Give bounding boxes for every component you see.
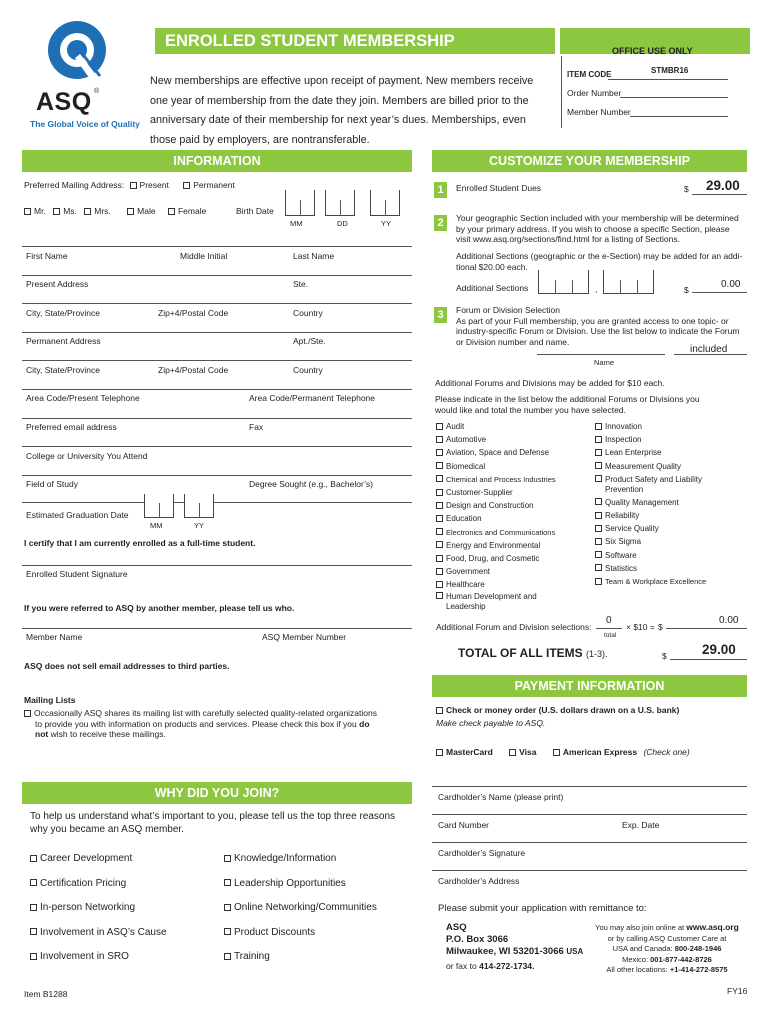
birth-mm-label: MM bbox=[290, 219, 303, 228]
forum-option[interactable]: Statistics bbox=[595, 562, 706, 575]
why-option[interactable]: Online Networking/Communities bbox=[224, 896, 377, 921]
forum-option[interactable]: Healthcare bbox=[436, 578, 556, 591]
zip2-label: Zip+4/Postal Code bbox=[158, 365, 229, 375]
sections-comma: , bbox=[595, 284, 598, 294]
fax-label: Fax bbox=[249, 422, 264, 432]
why-left-list bbox=[30, 847, 167, 970]
asq-wordmark: ASQ bbox=[36, 88, 92, 116]
mailing-lists-text: Occasionally ASQ shares its mailing list with carefully selected quality-related organizations to provide you with information on products and services. Please check this box if you do not wish to receive these mailings. bbox=[24, 708, 419, 740]
information-header: INFORMATION bbox=[22, 150, 412, 172]
fiscal-year: FY16 bbox=[727, 986, 748, 996]
remit-text: Please submit your application with remittance to: bbox=[438, 903, 647, 914]
forum-name-label: Name bbox=[594, 358, 615, 367]
birth-date-label: Birth Date bbox=[236, 206, 274, 216]
sections-amount: 0.00 bbox=[721, 279, 741, 290]
item-code-label: ITEM CODE bbox=[567, 70, 612, 79]
mailing-optout-checkbox[interactable] bbox=[24, 710, 31, 717]
indicate-text: Please indicate in the list below the additional Forums or Divisions you would like and total the number you have selected. bbox=[435, 394, 700, 415]
forum-option[interactable]: Innovation bbox=[595, 420, 706, 433]
dues-amount: 29.00 bbox=[706, 178, 740, 193]
forum-option[interactable]: Inspection bbox=[595, 433, 706, 446]
last-name-label: Last Name bbox=[293, 251, 335, 261]
why-option[interactable]: Product Discounts bbox=[224, 921, 377, 946]
payable-note: Make check payable to ASQ. bbox=[436, 718, 546, 728]
zip-label: Zip+4/Postal Code bbox=[158, 308, 229, 318]
add-forums-note: Additional Forums and Divisions may be added for $10 each. bbox=[435, 378, 665, 388]
birth-yy-label: YY bbox=[381, 219, 392, 228]
forum-option[interactable]: Automotive bbox=[436, 433, 556, 446]
permanent-checkbox[interactable] bbox=[183, 182, 190, 189]
total-amount: 29.00 bbox=[702, 642, 736, 657]
tagline: The Global Voice of Quality bbox=[30, 119, 140, 129]
intro-text: New memberships are effective upon receipt of payment. New members receive one year of membership from the date they join. Members are billed prior to the anniversary date of their membership for next year’s dues. Memberships, even those paid by employers, are nontransferable. bbox=[150, 75, 534, 146]
why-option[interactable]: Certification Pricing bbox=[30, 872, 167, 897]
selections-total-word: total bbox=[604, 632, 617, 639]
check-option[interactable]: Check or money order (U.S. dollars drawn on a U.S. bank) bbox=[436, 705, 679, 715]
present-phone-label: Area Code/Present Telephone bbox=[26, 393, 140, 403]
selections-currency: $ bbox=[658, 622, 663, 632]
forum-option[interactable]: Team & Workplace Excellence bbox=[595, 575, 706, 588]
mr-checkbox[interactable] bbox=[24, 208, 31, 215]
why-option[interactable]: Training bbox=[224, 945, 377, 970]
exp-date-label: Exp. Date bbox=[622, 820, 660, 830]
dues-currency: $ bbox=[684, 184, 689, 194]
grad-yy-label: YY bbox=[194, 521, 205, 530]
why-right-list bbox=[224, 847, 377, 970]
why-option[interactable]: In-person Networking bbox=[30, 896, 167, 921]
additional-sections-label: Additional Sections bbox=[456, 283, 529, 293]
asq-logo bbox=[44, 18, 112, 88]
first-name-label: First Name bbox=[26, 251, 68, 261]
title-bar: ENROLLED STUDENT MEMBERSHIP APPLICATION bbox=[155, 28, 555, 54]
ste-label: Ste. bbox=[293, 279, 309, 289]
additional-sections-text: Additional Sections (geographic or the e-Section) may be added for an addi- tional $20.00 each. bbox=[456, 251, 743, 272]
apt-label: Apt./Ste. bbox=[293, 336, 326, 346]
email-note: ASQ does not sell email addresses to third parties. bbox=[24, 661, 230, 671]
degree-label: Degree Sought (e.g., Bachelor’s) bbox=[249, 479, 373, 489]
ms-checkbox[interactable] bbox=[53, 208, 60, 215]
signature-label: Enrolled Student Signature bbox=[26, 569, 128, 579]
customize-header: CUSTOMIZE YOUR MEMBERSHIP bbox=[432, 150, 747, 172]
permanent-address-label: Permanent Address bbox=[26, 336, 101, 346]
forum-option[interactable]: Six Sigma bbox=[595, 535, 706, 548]
why-join-header: WHY DID YOU JOIN? bbox=[22, 782, 412, 804]
selections-label: Additional Forum and Division selections: bbox=[436, 622, 592, 632]
forum-option[interactable]: Human Development and bbox=[436, 592, 556, 602]
present-checkbox[interactable] bbox=[130, 182, 137, 189]
male-checkbox[interactable] bbox=[127, 208, 134, 215]
student-dues-label: Enrolled Student Dues bbox=[456, 183, 542, 193]
mastercard-option[interactable]: MasterCard bbox=[436, 747, 493, 757]
registered-mark: ® bbox=[94, 88, 100, 95]
field-of-study-label: Field of Study bbox=[26, 479, 78, 489]
total-label: TOTAL OF ALL ITEMS (1-3). bbox=[458, 646, 608, 660]
cardholder-name-label: Cardholder’s Name (please print) bbox=[438, 792, 564, 802]
sections-currency: $ bbox=[684, 285, 689, 295]
item-number: Item B1288 bbox=[24, 989, 68, 999]
order-number-label: Order Number bbox=[567, 88, 622, 98]
remit-address: ASQ P.O. Box 3066 Milwaukee, WI 53201-3066 USA bbox=[446, 922, 584, 957]
title-gender-row: Mr. Ms. Mrs. Male Female bbox=[24, 206, 206, 216]
forum-option[interactable]: Electronics and Communications bbox=[436, 526, 556, 539]
card-number-label: Card Number bbox=[438, 820, 490, 830]
why-option[interactable]: Career Development bbox=[30, 847, 167, 872]
forum-option[interactable]: Customer-Supplier bbox=[436, 486, 556, 499]
forum-included: included bbox=[690, 344, 728, 355]
why-option[interactable]: Leadership Opportunities bbox=[224, 872, 377, 897]
country2-label: Country bbox=[293, 365, 323, 375]
why-option[interactable]: Knowledge/Information bbox=[224, 847, 377, 872]
forum-option[interactable]: Education bbox=[436, 512, 556, 525]
asq-member-number-label: ASQ Member Number bbox=[262, 632, 347, 642]
forum-option[interactable]: Product Safety and Liability bbox=[595, 475, 706, 486]
permanent-phone-label: Area Code/Permanent Telephone bbox=[249, 393, 376, 403]
grad-date-label: Estimated Graduation Date bbox=[26, 510, 129, 520]
amex-option[interactable]: American Express bbox=[553, 747, 637, 757]
email-label: Preferred email address bbox=[26, 422, 117, 432]
forum-option[interactable]: Aviation, Space and Defense bbox=[436, 446, 556, 459]
selections-mult: × $10 = bbox=[626, 622, 655, 632]
section-box-1[interactable] bbox=[538, 270, 589, 294]
member-name-label: Member Name bbox=[26, 632, 83, 642]
why-intro: To help us understand what’s important to you, please tell us the top three reasons why you became an ASQ member. bbox=[30, 811, 396, 835]
forum-option[interactable]: Audit bbox=[436, 420, 556, 433]
forum-option[interactable]: Measurement Quality bbox=[595, 460, 706, 473]
card-options: MasterCard Visa American Express (Check one) bbox=[436, 747, 690, 757]
why-option[interactable]: Involvement in SRO bbox=[30, 945, 167, 970]
step-3-badge: 3 bbox=[434, 307, 447, 323]
office-title: OFFICE USE ONLY bbox=[612, 46, 693, 56]
mrs-checkbox[interactable] bbox=[84, 208, 91, 215]
forum-option-cont: Leadership bbox=[446, 601, 486, 611]
forum-text: Forum or Division Selection As part of your Full membership, you are granted access to one topic- or industry-specific Forum or Division. Use the list below to indicate the Forum or Division number and name. bbox=[456, 305, 740, 347]
referral-text: If you were referred to ASQ by another member, please tell us who. bbox=[24, 603, 295, 613]
item-code: STMBR16 bbox=[651, 66, 689, 75]
forum-option[interactable]: Food, Drug, and Cosmetic bbox=[436, 552, 556, 565]
visa-option[interactable]: Visa bbox=[509, 747, 536, 757]
present-address-label: Present Address bbox=[26, 279, 89, 289]
member-number-label: Member Number bbox=[567, 107, 631, 117]
forum-option[interactable]: Biomedical bbox=[436, 460, 556, 473]
payment-header: PAYMENT INFORMATION bbox=[432, 675, 747, 697]
female-checkbox[interactable] bbox=[168, 208, 175, 215]
section-box-2[interactable] bbox=[603, 270, 654, 294]
forum-option[interactable]: Reliability bbox=[595, 509, 706, 522]
forum-option[interactable]: Quality Management bbox=[595, 496, 706, 509]
forum-option[interactable]: Service Quality bbox=[595, 522, 706, 535]
country-label: Country bbox=[293, 308, 323, 318]
mailing-address-row: Preferred Mailing Address: Present Permanent bbox=[24, 180, 235, 190]
online-info: You may also join online at www.asq.org or by calling ASQ Customer Care at USA and Canada: 800-248-1946 Mexico: 001-877-442-8726 All other locations: +1-414-272-8575 bbox=[595, 922, 739, 974]
selections-amount: 0.00 bbox=[719, 615, 739, 626]
section-text: Your geographic Section included with your membership will be determined by your primary address. If you wish to choose a specific Section, please visit www.asq.org/sections/find.html for a listing of Sections. bbox=[456, 213, 739, 244]
selections-count: 0 bbox=[606, 615, 612, 626]
why-option[interactable]: Involvement in ASQ’s Cause bbox=[30, 921, 167, 946]
forum-option[interactable]: Government bbox=[436, 565, 556, 578]
certify-text: I certify that I am currently enrolled as a full-time student. bbox=[24, 538, 256, 548]
forum-option[interactable]: Design and Construction bbox=[436, 499, 556, 512]
total-currency: $ bbox=[662, 651, 667, 661]
forum-option[interactable]: Chemical and Process Industries bbox=[436, 473, 556, 486]
cardholder-address-label: Cardholder’s Address bbox=[438, 876, 520, 886]
forum-option-cont: Prevention bbox=[605, 485, 644, 495]
city-label: City, State/Province bbox=[26, 308, 101, 318]
forum-option[interactable]: Energy and Environmental bbox=[436, 539, 556, 552]
step-2-badge: 2 bbox=[434, 215, 447, 231]
fax-line: or fax to 414-272-1734. bbox=[446, 961, 535, 971]
cardholder-signature-label: Cardholder’s Signature bbox=[438, 848, 526, 858]
forum-option[interactable]: Software bbox=[595, 549, 706, 562]
birth-dd-label: DD bbox=[337, 219, 348, 228]
city2-label: City, State/Province bbox=[26, 365, 101, 375]
grad-mm-label: MM bbox=[150, 521, 163, 530]
forum-option[interactable]: Lean Enterprise bbox=[595, 446, 706, 459]
middle-initial-label: Middle Initial bbox=[180, 251, 228, 261]
forum-left-list bbox=[436, 420, 556, 612]
step-1-badge: 1 bbox=[434, 182, 447, 198]
college-label: College or University You Attend bbox=[26, 451, 148, 461]
forum-right-list bbox=[595, 420, 706, 588]
mailing-lists-title: Mailing Lists bbox=[24, 695, 76, 705]
